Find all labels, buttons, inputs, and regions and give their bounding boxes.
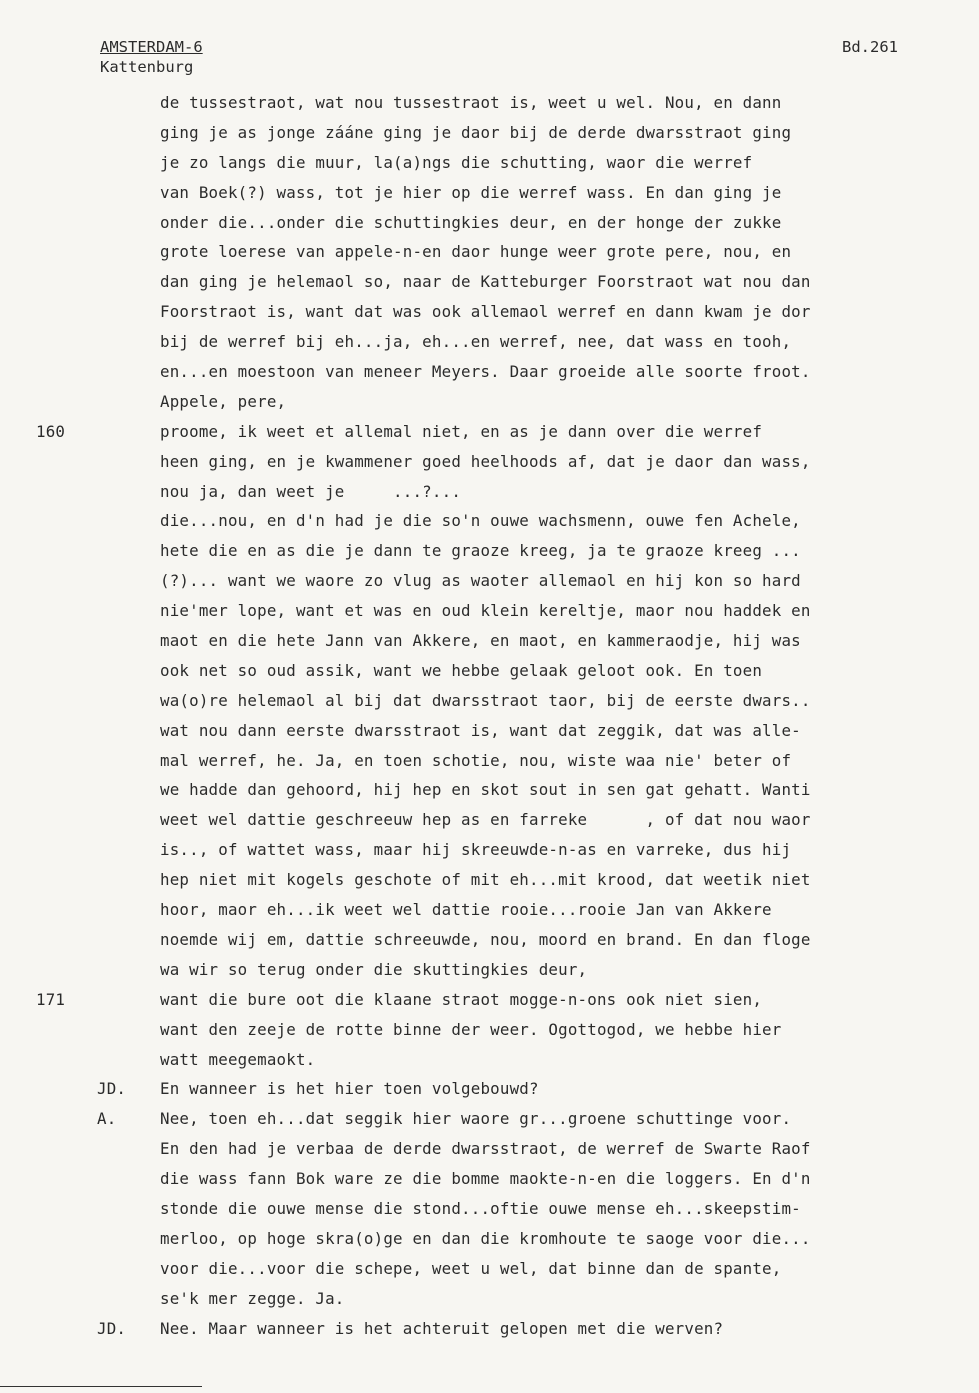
transcript-line xyxy=(0,506,979,536)
line-text: want den zeeje de rotte binne der weer. Ogottogod, we hebbe hier xyxy=(160,1019,782,1039)
transcript-line xyxy=(0,925,979,955)
transcript-line xyxy=(0,357,979,387)
line-text: weet wel dattie geschreeuw hep as en farreke , of dat nou waor xyxy=(160,810,811,830)
line-text: En den had je verbaa de derde dwarsstraot, de werref de Swarte Raof xyxy=(160,1139,811,1159)
transcript-line xyxy=(0,387,979,417)
transcript-line xyxy=(0,626,979,656)
transcript-line xyxy=(0,477,979,507)
line-text: heen ging, en je kwammener goed heelhoods af, dat je daor dan wass, xyxy=(160,451,811,471)
transcript-line xyxy=(0,1045,979,1075)
transcript-line xyxy=(0,447,979,477)
transcript-line xyxy=(0,895,979,925)
transcript-line xyxy=(0,686,979,716)
line-text: is.., of wattet wass, maar hij skreeuwde-n-as en varreke, dus hij xyxy=(160,840,792,860)
line-text: die...nou, en d'n had je die so'n ouwe wachsmenn, ouwe fen Achele, xyxy=(160,511,801,531)
line-text: Nee, toen eh...dat seggik hier waore gr...groene schuttinge voor. xyxy=(160,1109,792,1129)
line-text: wa(o)re helemaol al bij dat dwarsstraot taor, bij de eerste dwars.. xyxy=(160,690,811,710)
line-text: grote loerese van appele-n-en daor hunge weer grote pere, nou, en xyxy=(160,242,792,262)
line-text: se'k mer zegge. Ja. xyxy=(160,1288,345,1308)
transcript-line xyxy=(0,267,979,297)
line-text: van Boek(?) wass, tot je hier op die werref wass. En dan ging je xyxy=(160,182,782,202)
line-text: En wanneer is het hier toen volgebouwd? xyxy=(160,1079,539,1099)
line-text: en...en moestoon van meneer Meyers. Daar groeide alle soorte froot. xyxy=(160,362,811,382)
line-number: 160 xyxy=(36,421,66,441)
transcript-line xyxy=(0,417,979,447)
line-text: watt meegemaokt. xyxy=(160,1049,316,1069)
transcript-line xyxy=(0,805,979,835)
transcript-line xyxy=(0,746,979,776)
speaker-label: JD. xyxy=(97,1318,127,1338)
transcript-line xyxy=(0,536,979,566)
transcript-line xyxy=(0,237,979,267)
line-text: voor die...voor die schepe, weet u wel, dat binne dan de spante, xyxy=(160,1258,782,1278)
footer-rule xyxy=(0,1386,202,1387)
transcript-line xyxy=(0,1134,979,1164)
line-text: nou ja, dan weet je ...?... xyxy=(160,481,462,501)
transcript-line xyxy=(0,1254,979,1284)
line-text: (?)... want we waore zo vlug as waoter allemaol en hij kon so hard xyxy=(160,571,801,591)
line-text: hep niet mit kogels geschote of mit eh...mit krood, dat weetik niet xyxy=(160,870,811,890)
transcript-line xyxy=(0,716,979,746)
line-text: dan ging je helemaol so, naar de Katteburger Foorstraot wat nou dan xyxy=(160,272,811,292)
line-text: je zo langs die muur, la(a)ngs die schutting, waor die werref xyxy=(160,152,753,172)
line-text: die wass fann Bok ware ze die bomme maokte-n-en die loggers. En d'n xyxy=(160,1169,811,1189)
transcript-line xyxy=(0,88,979,118)
transcript-line xyxy=(0,566,979,596)
line-text: onder die...onder die schuttingkies deur, en der honge der zukke xyxy=(160,212,782,232)
line-text: de tussestraot, wat nou tussestraot is, weet u wel. Nou, en dann xyxy=(160,93,782,112)
line-text: stonde die ouwe mense die stond...oftie ouwe mense eh...skeepstim- xyxy=(160,1198,801,1218)
speaker-label: A. xyxy=(97,1109,117,1129)
line-number: 171 xyxy=(36,989,66,1009)
transcript-body xyxy=(0,88,979,1343)
line-text: noemde wij em, dattie schreeuwde, nou, moord en brand. En dan floge xyxy=(160,929,811,949)
line-text: hoor, maor eh...ik weet wel dattie rooie...rooie Jan van Akkere xyxy=(160,900,772,920)
transcript-line xyxy=(0,178,979,208)
line-text: hete die en as die je dann te graoze kreeg, ja te graoze kreeg ... xyxy=(160,541,801,561)
line-text: Nee. Maar wanneer is het achteruit gelopen met die werven? xyxy=(160,1318,724,1338)
line-text: we hadde dan gehoord, hij hep en skot sout in sen gat gehatt. Wanti xyxy=(160,780,811,800)
line-text: bij de werref bij eh...ja, eh...en werref, nee, dat wass en tooh, xyxy=(160,332,792,352)
line-text: wat nou dann eerste dwarsstraot is, want dat zeggik, dat was alle- xyxy=(160,720,801,740)
transcript-line xyxy=(0,1194,979,1224)
line-text: proome, ik weet et allemal niet, en as je dann over die werref xyxy=(160,421,763,441)
line-text: want die bure oot die klaane straot mogge-n-ons ook niet sien, xyxy=(160,989,763,1009)
line-text: merloo, op hoge skra(o)ge en dan die kromhoute te saoge voor die... xyxy=(160,1228,811,1248)
transcript-line xyxy=(0,297,979,327)
transcript-line xyxy=(0,835,979,865)
transcript-line xyxy=(0,148,979,178)
line-text: Foorstraot is, want dat was ook allemaol werref en dann kwam je dor xyxy=(160,302,811,322)
transcript-line xyxy=(0,656,979,686)
transcript-line xyxy=(0,1074,979,1104)
transcript-line xyxy=(0,596,979,626)
header-district: Kattenburg xyxy=(100,58,194,76)
line-text: maot en die hete Jann van Akkere, en maot, en kammeraodje, hij was xyxy=(160,631,801,651)
transcript-line xyxy=(0,1314,979,1344)
transcript-line xyxy=(0,1224,979,1254)
transcript-line xyxy=(0,327,979,357)
line-text: mal werref, he. Ja, en toen schotie, nou, wiste waa nie' beter of xyxy=(160,750,792,770)
transcript-line xyxy=(0,1015,979,1045)
line-text: nie'mer lope, want et was en oud klein kereltje, maor nou haddek en xyxy=(160,601,811,621)
transcript-line xyxy=(0,1284,979,1314)
transcript-line xyxy=(0,865,979,895)
transcript-line xyxy=(0,208,979,238)
transcript-line xyxy=(0,955,979,985)
speaker-label: JD. xyxy=(97,1079,127,1099)
line-text: ook net so oud assik, want we hebbe gelaak geloot ook. En toen xyxy=(160,660,763,680)
transcript-line xyxy=(0,1104,979,1134)
line-text: ging je as jonge zááne ging je daor bij de derde dwarsstraot ging xyxy=(160,122,792,142)
transcript-line xyxy=(0,985,979,1015)
header-page-ref: Bd.261 xyxy=(842,38,898,56)
transcript-line xyxy=(0,1164,979,1194)
transcript-line xyxy=(0,775,979,805)
transcript-line xyxy=(0,118,979,148)
header-place: AMSTERDAM-6 xyxy=(100,38,203,56)
line-text: wa wir so terug onder die skuttingkies deur, xyxy=(160,959,588,979)
line-text: Appele, pere, xyxy=(160,391,287,411)
